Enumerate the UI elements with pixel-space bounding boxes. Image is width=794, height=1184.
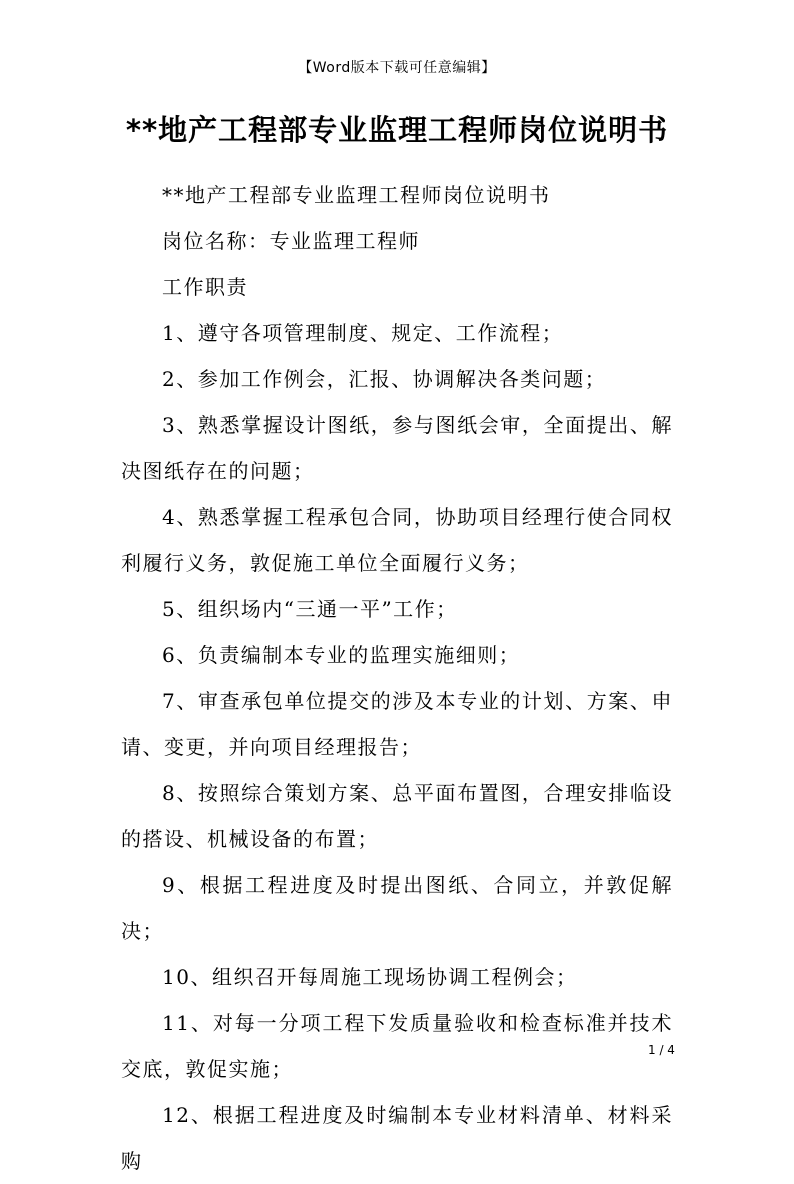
duty-item-2: 2、参加工作例会，汇报、协调解决各类问题； [162, 367, 607, 391]
document-body [121, 172, 673, 1184]
duty-item-9: 9、根据工程进度及时提出图纸、合同立，并敦促解决； [121, 873, 673, 943]
duty-item-11: 11、对每一分项工程下发质量验收和检查标准并技术交底，敦促实施； [121, 1011, 673, 1081]
paragraph-position-name: 岗位名称：专业监理工程师 [162, 229, 420, 253]
duty-item-4: 4、熟悉掌握工程承包合同，协助项目经理行使合同权利履行义务，敦促施工单位全面履行义务； [121, 505, 673, 575]
duty-item-8: 8、按照综合策划方案、总平面布置图，合理安排临设的搭设、机械设备的布置； [121, 781, 673, 851]
duty-item-12: 12、根据工程进度及时编制本专业材料清单、材料采购 [121, 1103, 673, 1173]
duty-item-3: 3、熟悉掌握设计图纸，参与图纸会审，全面提出、解决图纸存在的问题； [121, 413, 673, 483]
duty-item-7: 7、审查承包单位提交的涉及本专业的计划、方案、申请、变更，并向项目经理报告； [121, 689, 673, 759]
paragraph-doc-name: **地产工程部专业监理工程师岗位说明书 [162, 183, 551, 207]
document-title: **地产工程部专业监理工程师岗位说明书 [125, 113, 669, 147]
duty-item-5: 5、组织场内“三通一平”工作； [162, 597, 458, 621]
duty-item-1: 1、遵守各项管理制度、规定、工作流程； [162, 321, 564, 345]
download-note: 【Word版本下载可任意编辑】 [298, 60, 496, 76]
page-number: 1 / 4 [648, 1043, 675, 1057]
duty-item-10: 10、组织召开每周施工现场协调工程例会； [162, 965, 578, 989]
section-heading-duties: 工作职责 [162, 275, 248, 299]
duty-item-6: 6、负责编制本专业的监理实施细则； [162, 643, 521, 667]
